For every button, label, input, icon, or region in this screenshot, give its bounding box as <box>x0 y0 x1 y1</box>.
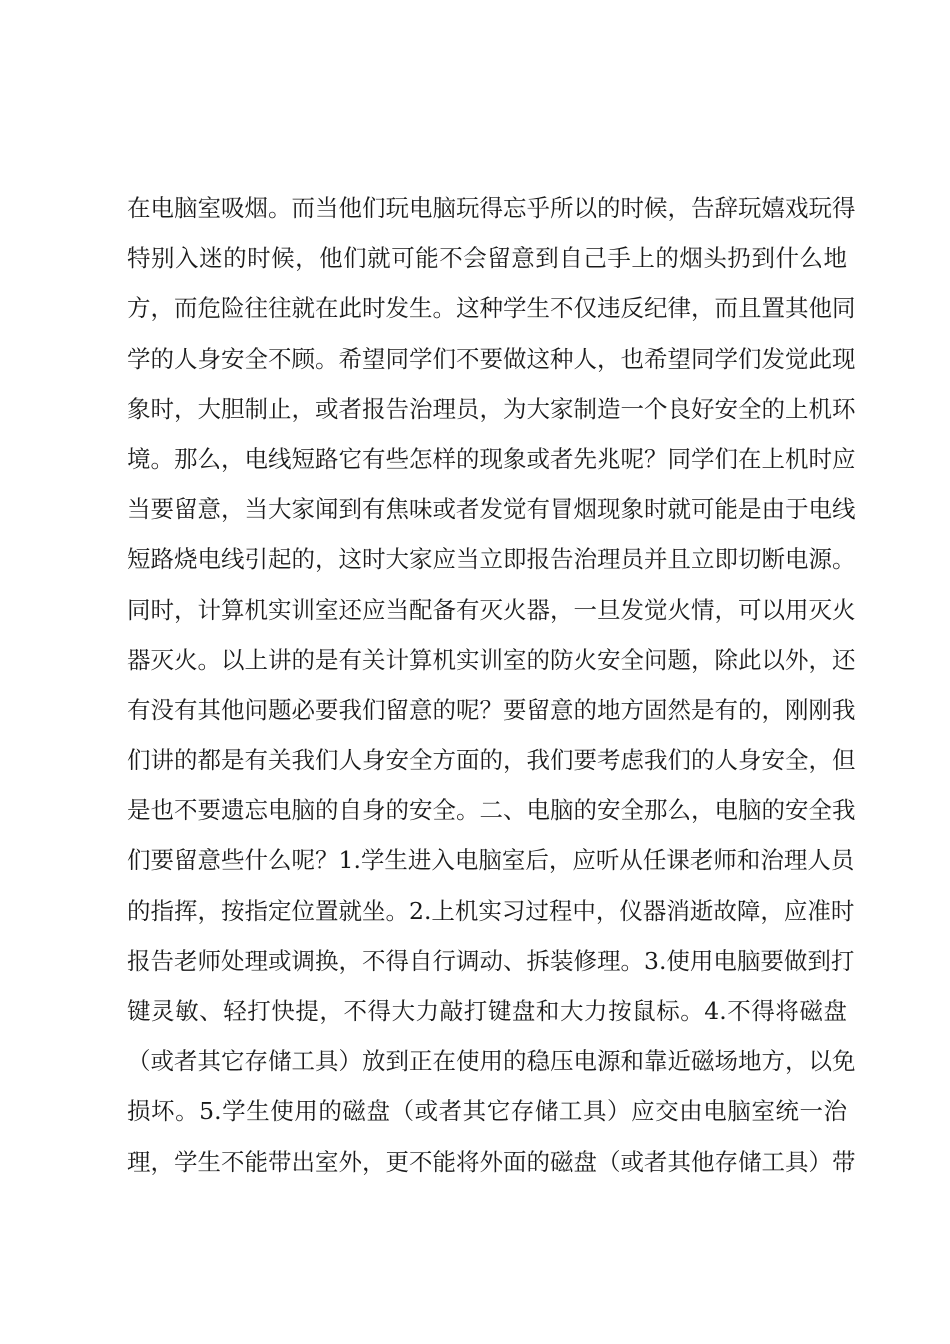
text-line: （或者其它存储工具）放到正在使用的稳压电源和靠近磁场地方，以免 <box>127 1047 856 1076</box>
text-line: 当要留意，当大家闻到有焦味或者发觉有冒烟现象时就可能是由于电线 <box>127 495 856 524</box>
text-line: 理，学生不能带出室外，更不能将外面的磁盘（或者其他存储工具）带 <box>127 1147 856 1176</box>
text-line: 器灭火。以上讲的是有关计算机实训室的防火安全问题，除此以外，还 <box>127 645 856 674</box>
text-line: 们要留意些什么呢？1.学生进入电脑室后，应听从任课老师和治理人员 <box>127 846 855 875</box>
text-line: 短路烧电线引起的，这时大家应当立即报告治理员并且立即切断电源。 <box>127 545 856 574</box>
text-line: 有没有其他问题必要我们留意的呢？要留意的地方固然是有的，刚刚我 <box>127 695 856 724</box>
text-line: 们讲的都是有关我们人身安全方面的，我们要考虑我们的人身安全，但 <box>127 746 856 775</box>
text-line: 境。那么，电线短路它有些怎样的现象或者先兆呢？同学们在上机时应 <box>127 444 856 473</box>
text-line: 方，而危险往往就在此时发生。这种学生不仅违反纪律，而且置其他同 <box>127 294 856 323</box>
body-text <box>127 183 856 1187</box>
text-line: 键灵敏、轻打快提，不得大力敲打键盘和大力按鼠标。4.不得将磁盘 <box>127 997 847 1025</box>
text-line: 象时，大胆制止，或者报告治理员，为大家制造一个良好安全的上机环 <box>127 394 856 423</box>
text-line: 报告老师处理或调换，不得自行调动、拆装修理。3.使用电脑要做到打 <box>127 946 855 975</box>
text-line: 是也不要遗忘电脑的自身的安全。二、电脑的安全那么，电脑的安全我 <box>127 796 856 825</box>
text-line: 特别入迷的时候，他们就可能不会留意到自己手上的烟头扔到什么地 <box>127 244 847 273</box>
text-line: 在电脑室吸烟。而当他们玩电脑玩得忘乎所以的时候，告辞玩嬉戏玩得 <box>127 194 856 222</box>
text-line: 学的人身安全不顾。希望同学们不要做这种人，也希望同学们发觉此现 <box>127 344 856 373</box>
text-line: 的指挥，按指定位置就坐。2.上机实习过程中，仪器消逝故障，应准时 <box>127 896 855 925</box>
text-line: 同时，计算机实训室还应当配备有灭火器，一旦发觉火情，可以用灭火 <box>127 595 856 624</box>
text-line: 损坏。5.学生使用的磁盘（或者其它存储工具）应交由电脑室统一治 <box>127 1097 847 1126</box>
